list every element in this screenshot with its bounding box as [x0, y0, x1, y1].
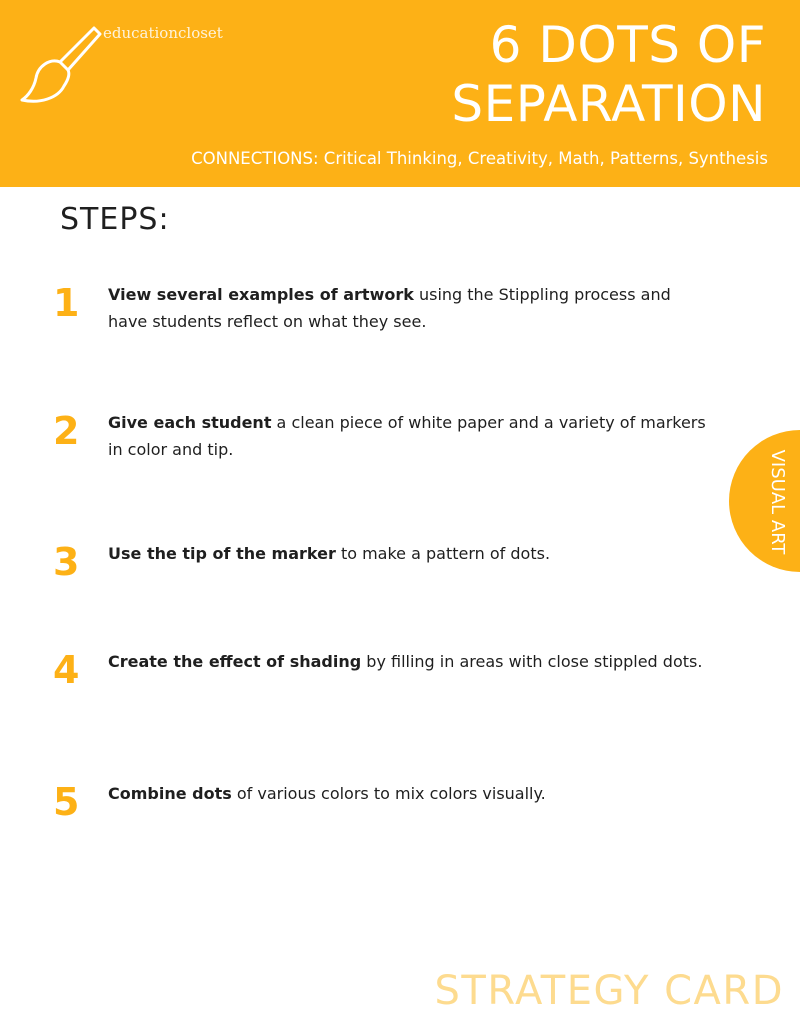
step-rest-text: to make a pattern of dots.: [335, 544, 551, 563]
step-bold-text: View several examples of artwork: [108, 285, 414, 304]
steps-heading: STEPS:: [60, 202, 170, 237]
step-5: [0, 780, 800, 840]
header-banner: [0, 0, 800, 187]
connections-text: CONNECTIONS: Critical Thinking, Creativity, Math, Patterns, Synthesis: [191, 149, 768, 168]
watermark: educationcloset: [103, 24, 223, 42]
step-bold-text: Create the effect of shading: [108, 652, 362, 671]
step-number: 1: [53, 281, 80, 325]
paintbrush-icon: [14, 18, 106, 110]
step-text: [108, 409, 708, 463]
step-rest-text: of various colors to mix colors visually.: [231, 784, 546, 803]
title-line-2: SEPARATION: [451, 75, 766, 133]
step-bold-text: Use the tip of the marker: [108, 544, 336, 563]
step-3: [0, 540, 800, 600]
step-number: 2: [53, 409, 80, 453]
step-rest-text: using the Stippling process and have students reflect on what they see.: [108, 285, 671, 331]
step-number: 5: [53, 780, 80, 824]
category-tab-label: VISUAL ART: [767, 449, 788, 555]
step-number: 3: [53, 540, 80, 584]
step-text: [108, 648, 708, 675]
step-rest-text: by filling in areas with close stippled dots.: [361, 652, 703, 671]
step-number: 4: [53, 648, 80, 692]
strategy-card-label: STRATEGY CARD: [434, 968, 784, 1014]
step-bold-text: Give each student: [108, 413, 272, 432]
step-bold-text: Combine dots: [108, 784, 232, 803]
step-rest-text: a clean piece of white paper and a variety of markers in color and tip.: [108, 413, 706, 459]
step-text: [108, 780, 708, 807]
step-2: [0, 409, 800, 469]
step-1: [0, 281, 800, 341]
step-4: [0, 648, 800, 708]
title-line-1: 6 DOTS OF: [489, 16, 766, 74]
page-title: [451, 16, 766, 134]
step-text: [108, 540, 708, 567]
step-text: [108, 281, 708, 335]
